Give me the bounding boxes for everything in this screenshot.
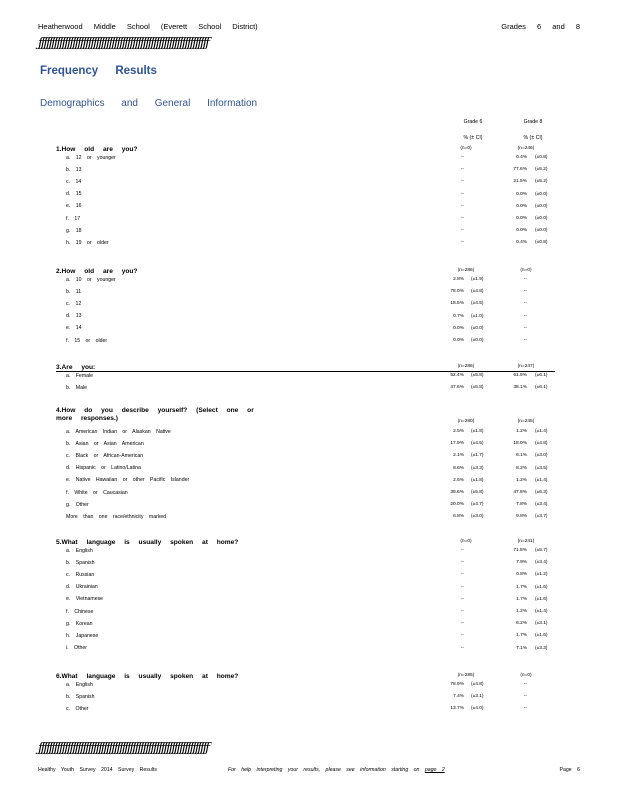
grade8-confidence-interval: (±3.4)	[535, 560, 548, 566]
grade8-sample-size: (n=0)	[520, 673, 532, 678]
answer-option-label: a. Female	[66, 372, 94, 379]
grade8-percent: 7.9%	[516, 560, 527, 566]
answer-option-label: b. Spanish	[66, 693, 95, 700]
school-name: Heatherwood Middle School (Everett School District)	[38, 22, 258, 31]
grade8-percent: 1.2%	[516, 609, 527, 614]
grade6-percent: --	[460, 155, 464, 160]
answer-option-label: d. 15	[66, 191, 82, 198]
grade8-confidence-interval: (±6.3)	[535, 490, 548, 495]
grade6-percent: --	[460, 572, 464, 578]
grade8-confidence-interval: (±1.4)	[535, 477, 548, 483]
grade8-percent: 8.2%	[516, 465, 527, 471]
grade8-percent: 0.8%	[516, 572, 527, 578]
question-label: 2.How old are you?	[56, 268, 138, 275]
grade8-confidence-interval: (±3.5)	[535, 465, 548, 471]
grade6-percent: 2.1%	[453, 453, 464, 459]
answer-option-label: h. 19 or older	[66, 239, 109, 246]
answer-option-label: e. Native Hawaiian or other Pacific Islander	[66, 477, 190, 484]
grade6-confidence-interval: (±4.5)	[471, 301, 484, 307]
grade8-percent: --	[523, 313, 527, 319]
grade6-sample-size: (n=286)	[457, 268, 475, 273]
grade8-confidence-interval: (±3.7)	[535, 514, 548, 520]
grade6-percent: --	[460, 167, 464, 173]
grade6-percent: 2.8%	[453, 277, 464, 282]
grade8-stat-label: % (± CI)	[523, 135, 543, 141]
grade6-confidence-interval: (±3.0)	[471, 514, 484, 520]
grade8-percent: 1.2%	[516, 429, 527, 434]
page-title: Frequency Results	[40, 65, 157, 77]
grade6-percent: 20.0%	[450, 502, 464, 508]
grade6-confidence-interval: (±0.0)	[471, 325, 484, 331]
grade6-confidence-interval: (±1.8)	[471, 429, 484, 434]
answer-option-label: g. Other	[66, 501, 89, 508]
grade6-sample-size: (n=0)	[460, 146, 472, 151]
grade6-percent: --	[460, 179, 464, 185]
grade6-percent: 78.0%	[450, 289, 464, 295]
decorative-rule-bottom: ƒƒƒƒƒƒƒƒƒƒƒƒƒƒƒƒƒƒƒƒƒƒƒƒƒƒƒƒƒƒƒƒƒƒƒƒƒƒƒƒƒƒƒƒƒƒƒƒƒƒƒƒƒƒƒƒƒƒƒƒƒƒƒƒƒ	[38, 741, 208, 756]
answer-option-label: a. American Indian or Alaskan Native	[66, 428, 171, 435]
grade6-percent: 13.7%	[450, 706, 464, 712]
grade8-confidence-interval: (±6.1)	[535, 385, 548, 391]
answer-option-label: a. 10 or younger	[66, 276, 116, 283]
grade6-column-header: Grade 6	[463, 119, 483, 125]
grade6-confidence-interval: (±4.7)	[471, 502, 484, 508]
footer-page-link[interactable]: page 2	[424, 767, 445, 773]
grade6-confidence-interval: (±3.1)	[471, 694, 484, 700]
grade8-confidence-interval: (±1.6)	[535, 633, 548, 639]
grade6-percent: 6.8%	[453, 514, 464, 520]
grade8-percent: 9.8%	[516, 514, 527, 520]
grade8-percent: --	[523, 289, 527, 295]
grade8-percent: 0.4%	[516, 240, 527, 246]
answer-option-label: a. English	[66, 681, 93, 688]
answer-option-label: b. Male	[66, 384, 88, 391]
grade8-percent: 0.0%	[516, 216, 527, 221]
answer-option-label: g. 18	[66, 227, 82, 234]
grade8-percent: 6.2%	[516, 621, 527, 627]
answer-option-label: b. Spanish	[66, 559, 95, 566]
grade8-percent: 6.1%	[516, 453, 527, 459]
footer-survey-title: Healthy Youth Survey 2014 Survey Results	[38, 767, 157, 773]
grade6-percent: --	[460, 609, 464, 614]
grade6-percent: 39.6%	[450, 490, 464, 495]
grade8-sample-size: (n=245)	[517, 419, 535, 424]
grades-label: Grades 6 and 8	[501, 22, 580, 31]
grade8-confidence-interval: (±0.8)	[535, 155, 548, 160]
question-label: 6.What language is usually spoken at home?	[56, 673, 239, 680]
question-label: 5.What language is usually spoken at home?	[56, 539, 239, 546]
grade8-confidence-interval: (±5.2)	[535, 179, 548, 185]
grade6-stat-label: % (± CI)	[463, 135, 483, 141]
grade6-confidence-interval: (±5.8)	[471, 490, 484, 495]
answer-option-label: e. 16	[66, 203, 82, 210]
grade8-percent: --	[523, 694, 527, 700]
section-subtitle: Demographics and General Information	[40, 98, 258, 109]
grade8-confidence-interval: (±1.4)	[535, 429, 548, 434]
grade6-percent: --	[460, 633, 464, 639]
grade8-confidence-interval: (±1.6)	[535, 596, 548, 602]
grade8-percent: 77.6%	[513, 167, 527, 173]
grade6-sample-size: (n=280)	[457, 419, 475, 424]
answer-option-label: c. Black or African-American	[66, 452, 144, 459]
grade8-confidence-interval: (±3.3)	[535, 645, 548, 651]
question-label: 4.How do you describe yourself? (Select one or more responses.)	[56, 407, 254, 422]
grade8-confidence-interval: (±0.8)	[535, 240, 548, 246]
answer-option-label: a. English	[66, 547, 93, 554]
grade6-percent: --	[460, 596, 464, 602]
grade6-percent: 7.4%	[453, 694, 464, 700]
grade8-percent: 38.1%	[513, 385, 527, 391]
grade6-percent: 52.4%	[450, 373, 464, 378]
grade8-percent: 1.7%	[516, 633, 527, 639]
question-label: 1.How old are you?	[56, 146, 138, 153]
grade8-percent: 0.0%	[516, 203, 527, 209]
grade6-confidence-interval: (±0.0)	[471, 338, 484, 343]
grade8-percent: 7.8%	[516, 502, 527, 508]
grade6-confidence-interval: (±5.8)	[471, 373, 484, 378]
grade6-confidence-interval: (±1.0)	[471, 313, 484, 319]
grade6-percent: 0.0%	[453, 338, 464, 343]
grade6-percent: --	[460, 560, 464, 566]
grade8-percent: 1.2%	[516, 477, 527, 483]
answer-option-label: g. Korean	[66, 620, 93, 627]
grade8-sample-size: (n=246)	[517, 146, 535, 151]
grade6-confidence-interval: (±4.0)	[471, 706, 484, 712]
grade6-confidence-interval: (±1.9)	[471, 277, 484, 282]
grade6-percent: --	[460, 203, 464, 209]
grade8-sample-size: (n=0)	[520, 268, 532, 273]
grade8-confidence-interval: (±3.0)	[535, 453, 548, 459]
answer-option-label: f. 17	[66, 215, 81, 222]
grade8-confidence-interval: (±0.0)	[535, 228, 548, 234]
grade6-percent: --	[460, 191, 464, 197]
grade8-percent: --	[523, 338, 527, 343]
grade8-percent: 0.4%	[516, 155, 527, 160]
grade8-percent: --	[523, 277, 527, 282]
grade6-confidence-interval: (±5.8)	[471, 385, 484, 391]
grade8-percent: --	[523, 325, 527, 331]
footer-help-text	[228, 767, 445, 773]
footer-help-prefix: For help interpreting your results, please see information starting on	[228, 767, 420, 773]
grade8-confidence-interval: (±0.0)	[535, 216, 548, 221]
question-label: 3.Are you:	[56, 364, 96, 371]
grade8-confidence-interval: (±6.1)	[535, 373, 548, 378]
grade6-percent: --	[460, 621, 464, 627]
grade8-confidence-interval: (±3.4)	[535, 502, 548, 508]
grade6-percent: 0.0%	[453, 325, 464, 331]
grade8-confidence-interval: (±0.0)	[535, 191, 548, 197]
answer-option-label: More than one race/ethnicity marked	[66, 513, 167, 520]
answer-option-label: f. Chinese	[66, 608, 94, 615]
footer-page-number: Page 6	[559, 767, 580, 773]
grade6-percent: 0.7%	[453, 313, 464, 319]
grade8-percent: 71.8%	[513, 548, 527, 553]
grade8-percent: 1.7%	[516, 596, 527, 602]
grade8-confidence-interval: (±4.8)	[535, 441, 548, 447]
grade6-confidence-interval: (±4.5)	[471, 441, 484, 447]
grade6-percent: --	[460, 645, 464, 651]
answer-option-label: h. Japanese	[66, 632, 99, 639]
answer-option-label: f. 15 or older	[66, 337, 108, 344]
grade6-confidence-interval: (±4.8)	[471, 289, 484, 295]
grade6-sample-size: (n=286)	[457, 364, 475, 369]
answer-option-label: c. Russian	[66, 571, 95, 578]
answer-option-label: c. 12	[66, 300, 82, 307]
grade8-confidence-interval: (±3.1)	[535, 621, 548, 627]
grade6-percent: --	[460, 584, 464, 590]
grade8-column-header: Grade 8	[523, 119, 543, 125]
grade8-percent: 21.5%	[513, 179, 527, 185]
grade8-confidence-interval: (±1.4)	[535, 609, 548, 614]
grade8-confidence-interval: (±5.7)	[535, 548, 548, 553]
grade6-confidence-interval: (±4.8)	[471, 682, 484, 687]
grade8-sample-size: (n=247)	[517, 364, 535, 369]
grade8-percent: 0.0%	[516, 228, 527, 234]
grade8-percent: 7.1%	[516, 645, 527, 651]
grade6-confidence-interval: (±3.3)	[471, 465, 484, 471]
grade8-percent: --	[523, 301, 527, 307]
grade8-percent: 18.0%	[513, 441, 527, 447]
question-underline	[56, 371, 555, 372]
grade6-percent: --	[460, 216, 464, 221]
grade6-percent: --	[460, 240, 464, 246]
grade6-percent: 17.9%	[450, 441, 464, 447]
grade8-percent: --	[523, 706, 527, 712]
answer-option-label: d. Ukrainian	[66, 584, 98, 591]
grade8-confidence-interval: (±1.6)	[535, 584, 548, 590]
answer-option-label: a. 12 or younger	[66, 154, 116, 161]
answer-option-label: b. 13	[66, 166, 82, 173]
grade8-percent: 61.9%	[513, 373, 527, 378]
grade8-confidence-interval: (±0.0)	[535, 203, 548, 209]
grade6-percent: --	[460, 228, 464, 234]
grade8-percent: --	[523, 682, 527, 687]
answer-option-label: f. White or Caucasian	[66, 489, 128, 496]
grade8-sample-size: (n=241)	[517, 539, 535, 544]
answer-option-label: b. Asian or Asian American	[66, 440, 144, 447]
answer-option-label: d. 13	[66, 313, 82, 320]
grade6-sample-size: (n=285)	[457, 673, 475, 678]
grade6-percent: --	[460, 548, 464, 553]
grade6-percent: 2.5%	[453, 477, 464, 483]
answer-option-label: e. 14	[66, 325, 82, 332]
grade8-percent: 47.8%	[513, 490, 527, 495]
grade8-confidence-interval: (±1.2)	[535, 572, 548, 578]
decorative-rule-top: ƒƒƒƒƒƒƒƒƒƒƒƒƒƒƒƒƒƒƒƒƒƒƒƒƒƒƒƒƒƒƒƒƒƒƒƒƒƒƒƒƒƒƒƒƒƒƒƒƒƒƒƒƒƒƒƒƒƒƒƒƒƒƒƒƒ	[38, 36, 208, 51]
answer-option-label: d. Hispanic or Latino/Latina	[66, 465, 141, 472]
answer-option-label: b. 11	[66, 288, 82, 295]
grade8-percent: 0.0%	[516, 191, 527, 197]
answer-option-label: i. Other	[66, 645, 88, 652]
grade6-percent: 78.9%	[450, 682, 464, 687]
grade6-sample-size: (n=0)	[460, 539, 472, 544]
grade6-percent: 8.6%	[453, 465, 464, 471]
grade6-percent: 18.5%	[450, 301, 464, 307]
grade6-percent: 47.6%	[450, 385, 464, 391]
answer-option-label: c. Other	[66, 705, 89, 712]
grade6-percent: 2.5%	[453, 429, 464, 434]
grade8-percent: 1.7%	[516, 584, 527, 590]
answer-option-label: e. Vietnamese	[66, 596, 104, 603]
grade6-confidence-interval: (±1.8)	[471, 477, 484, 483]
grade6-confidence-interval: (±1.7)	[471, 453, 484, 459]
answer-option-label: c. 14	[66, 178, 82, 185]
grade8-confidence-interval: (±5.2)	[535, 167, 548, 173]
